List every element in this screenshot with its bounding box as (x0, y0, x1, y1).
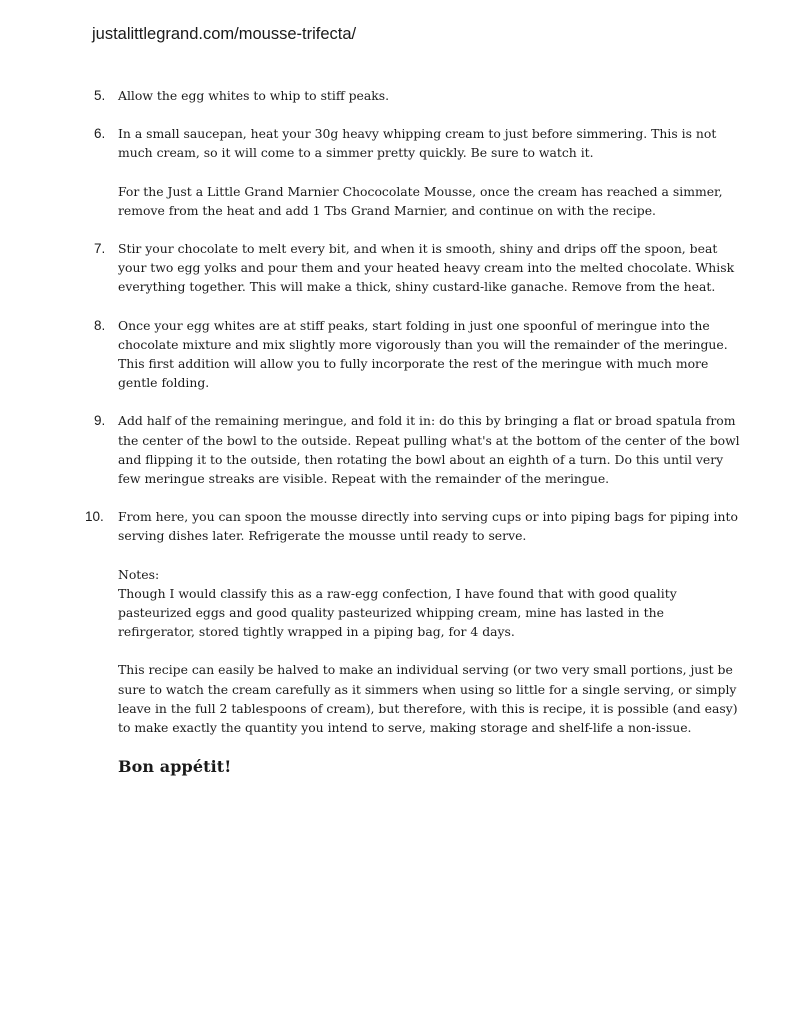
step-number: 5. (94, 88, 106, 103)
notes-text-storage: Though I would classify this as a raw-egg confection, I have found that with good quality pasteurized eggs and good quality pasteurized whipping cream, mine has lasted in the refirgerator, stored tightly wrapped in a piping bag, for 4 days. (118, 585, 677, 640)
recipe-content (85, 86, 744, 777)
step-number: 8. (94, 317, 106, 333)
step-10 (85, 507, 744, 545)
step-variation-text: For the Just a Little Grand Marnier Chococolate Mousse, once the cream has reached a simmer, remove from the heat and add 1 Tbs Grand Marnier, and continue on with the recipe. (118, 183, 723, 218)
step-number: 6. (94, 126, 106, 142)
steps-list (85, 86, 744, 546)
notes-text-halving: This recipe can easily be halved to make an individual serving (or two very small portions, just be sure to watch the cream carefully as it simmers when using so little for a single serving, or simply leave in the full 2 tablespoons of cream), but therefore, with this is recipe, it is possible (and easy) to make exactly the quantity you intend to serve, making storage and shelf-life a non-issue. (118, 662, 738, 736)
step-number: 7. (94, 241, 106, 257)
step-text: From here, you can spoon the mousse directly into serving cups or into piping bags for piping into serving dishes later. Refrigerate the mousse until ready to serve. (118, 509, 738, 544)
step-8 (94, 316, 744, 393)
step-7 (94, 239, 744, 297)
notes-section (94, 565, 744, 738)
step-text: In a small saucepan, heat your 30g heavy whipping cream to just before simmering. This is not much cream, so it will come to a simmer pretty quickly. Be sure to watch it. (118, 126, 717, 161)
notes-heading: Notes: (118, 566, 160, 582)
step-9 (94, 411, 744, 488)
step-text: Add half of the remaining meringue, and fold it in: do this by bringing a flat or broad spatula from the center of the bowl to the outside. Repeat pulling what's at the bottom of the center of the bowl and flipping it to the outside, then rotating the bowl about an eighth of a turn. Do this until very few meringue streaks are visible. Repeat with the remainder of the meringue. (118, 413, 740, 487)
step-number: 9. (94, 413, 106, 429)
step-6 (94, 124, 744, 220)
step-text: Stir your chocolate to melt every bit, and when it is smooth, shiny and drips off the spoon, beat your two egg yolks and pour them and your heated heavy cream into the melted chocolate. Whisk everything together. This will make a thick, shiny custard-like ganache. Remove from the heat. (118, 241, 735, 295)
page-url-header: justalittlegrand.com/mousse-trifecta/ (92, 25, 357, 43)
step-number: 10. (85, 509, 104, 525)
closing-bon-appetit: Bon appétit! (118, 757, 232, 777)
step-text: Once your egg whites are at stiff peaks, start folding in just one spoonful of meringue into the chocolate mixture and mix slightly more vigorously than you will the remainder of the meringue. This first addition will allow you to fully incorporate the rest of the meringue with much more gentle folding. (118, 317, 728, 391)
step-5 (94, 86, 744, 105)
step-text: Allow the egg whites to whip to stiff peaks. (118, 88, 390, 103)
